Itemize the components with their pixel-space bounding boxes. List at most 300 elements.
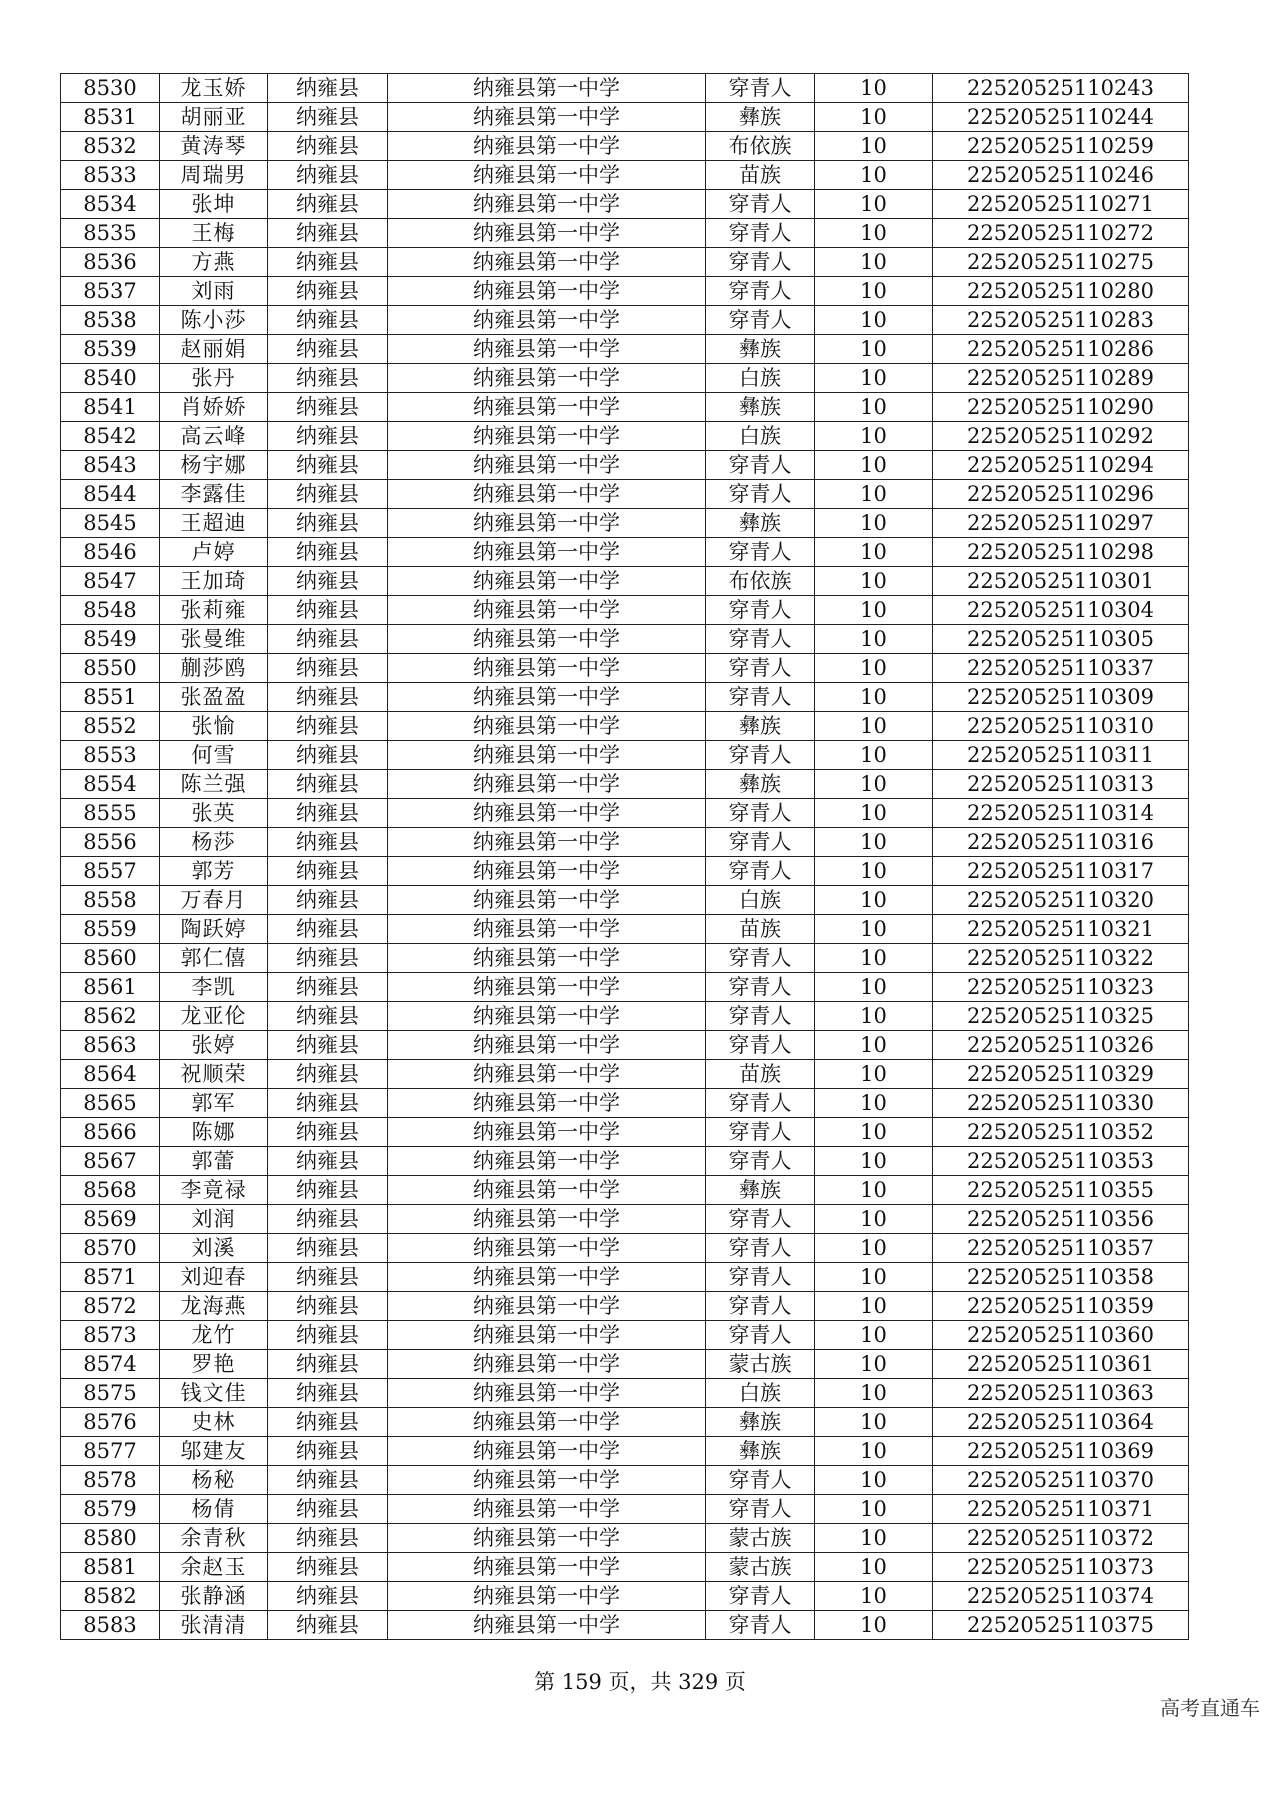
exam-id-cell: 22520525110271 [933, 190, 1189, 219]
exam-id-cell: 22520525110321 [933, 915, 1189, 944]
student-name-cell: 龙亚伦 [160, 1002, 268, 1031]
row-number-cell: 8547 [61, 567, 160, 596]
table-row [61, 1437, 1189, 1466]
grade-cell: 10 [815, 277, 933, 306]
ethnicity-cell: 穿青人 [706, 248, 815, 277]
exam-id-cell: 22520525110357 [933, 1234, 1189, 1263]
county-cell: 纳雍县 [268, 422, 388, 451]
grade-cell: 10 [815, 886, 933, 915]
row-number-cell: 8560 [61, 944, 160, 973]
exam-id-cell: 22520525110337 [933, 654, 1189, 683]
table-row [61, 886, 1189, 915]
grade-cell: 10 [815, 1089, 933, 1118]
grade-cell: 10 [815, 1205, 933, 1234]
table-row [61, 915, 1189, 944]
student-name-cell: 史林 [160, 1408, 268, 1437]
student-name-cell: 龙竹 [160, 1321, 268, 1350]
grade-cell: 10 [815, 1582, 933, 1611]
row-number-cell: 8579 [61, 1495, 160, 1524]
student-name-cell: 蒯莎鸥 [160, 654, 268, 683]
school-cell: 纳雍县第一中学 [388, 1147, 706, 1176]
table-row [61, 683, 1189, 712]
county-cell: 纳雍县 [268, 567, 388, 596]
exam-id-cell: 22520525110301 [933, 567, 1189, 596]
grade-cell: 10 [815, 335, 933, 364]
ethnicity-cell: 白族 [706, 886, 815, 915]
student-name-cell: 陈兰强 [160, 770, 268, 799]
grade-cell: 10 [815, 509, 933, 538]
student-name-cell: 张曼维 [160, 625, 268, 654]
county-cell: 纳雍县 [268, 161, 388, 190]
student-name-cell: 陶跃婷 [160, 915, 268, 944]
grade-cell: 10 [815, 74, 933, 103]
grade-cell: 10 [815, 1524, 933, 1553]
exam-id-cell: 22520525110363 [933, 1379, 1189, 1408]
county-cell: 纳雍县 [268, 277, 388, 306]
row-number-cell: 8575 [61, 1379, 160, 1408]
table-row [61, 190, 1189, 219]
county-cell: 纳雍县 [268, 1437, 388, 1466]
county-cell: 纳雍县 [268, 799, 388, 828]
grade-cell: 10 [815, 480, 933, 509]
county-cell: 纳雍县 [268, 886, 388, 915]
school-cell: 纳雍县第一中学 [388, 944, 706, 973]
student-list-table [60, 73, 1189, 1640]
ethnicity-cell: 苗族 [706, 915, 815, 944]
school-cell: 纳雍县第一中学 [388, 219, 706, 248]
grade-cell: 10 [815, 828, 933, 857]
grade-cell: 10 [815, 132, 933, 161]
grade-cell: 10 [815, 1031, 933, 1060]
ethnicity-cell: 彝族 [706, 393, 815, 422]
student-name-cell: 黄涛琴 [160, 132, 268, 161]
row-number-cell: 8568 [61, 1176, 160, 1205]
student-name-cell: 方燕 [160, 248, 268, 277]
table-row [61, 1292, 1189, 1321]
grade-cell: 10 [815, 422, 933, 451]
ethnicity-cell: 穿青人 [706, 1582, 815, 1611]
row-number-cell: 8573 [61, 1321, 160, 1350]
table-row [61, 625, 1189, 654]
grade-cell: 10 [815, 1408, 933, 1437]
page-number: 第 159 页，共 329 页 [534, 1670, 746, 1694]
row-number-cell: 8558 [61, 886, 160, 915]
exam-id-cell: 22520525110259 [933, 132, 1189, 161]
table-row [61, 1205, 1189, 1234]
grade-cell: 10 [815, 944, 933, 973]
student-name-cell: 王加琦 [160, 567, 268, 596]
ethnicity-cell: 布依族 [706, 132, 815, 161]
table-row [61, 973, 1189, 1002]
row-number-cell: 8538 [61, 306, 160, 335]
row-number-cell: 8540 [61, 364, 160, 393]
grade-cell: 10 [815, 1553, 933, 1582]
grade-cell: 10 [815, 1002, 933, 1031]
student-name-cell: 胡丽亚 [160, 103, 268, 132]
county-cell: 纳雍县 [268, 1350, 388, 1379]
school-cell: 纳雍县第一中学 [388, 1176, 706, 1205]
exam-id-cell: 22520525110289 [933, 364, 1189, 393]
row-number-cell: 8562 [61, 1002, 160, 1031]
school-cell: 纳雍县第一中学 [388, 190, 706, 219]
table-row [61, 132, 1189, 161]
row-number-cell: 8555 [61, 799, 160, 828]
county-cell: 纳雍县 [268, 1611, 388, 1640]
school-cell: 纳雍县第一中学 [388, 1089, 706, 1118]
exam-id-cell: 22520525110364 [933, 1408, 1189, 1437]
grade-cell: 10 [815, 654, 933, 683]
table-row [61, 1408, 1189, 1437]
student-name-cell: 龙玉娇 [160, 74, 268, 103]
exam-id-cell: 22520525110322 [933, 944, 1189, 973]
exam-id-cell: 22520525110283 [933, 306, 1189, 335]
school-cell: 纳雍县第一中学 [388, 1292, 706, 1321]
student-name-cell: 杨宇娜 [160, 451, 268, 480]
table-row [61, 1118, 1189, 1147]
table-row [61, 1553, 1189, 1582]
exam-id-cell: 22520525110296 [933, 480, 1189, 509]
exam-id-cell: 22520525110373 [933, 1553, 1189, 1582]
student-name-cell: 郭芳 [160, 857, 268, 886]
student-name-cell: 龙海燕 [160, 1292, 268, 1321]
student-name-cell: 王梅 [160, 219, 268, 248]
ethnicity-cell: 穿青人 [706, 857, 815, 886]
row-number-cell: 8533 [61, 161, 160, 190]
student-name-cell: 陈小莎 [160, 306, 268, 335]
grade-cell: 10 [815, 915, 933, 944]
row-number-cell: 8546 [61, 538, 160, 567]
student-name-cell: 刘溪 [160, 1234, 268, 1263]
row-number-cell: 8548 [61, 596, 160, 625]
county-cell: 纳雍县 [268, 103, 388, 132]
ethnicity-cell: 穿青人 [706, 1031, 815, 1060]
school-cell: 纳雍县第一中学 [388, 915, 706, 944]
school-cell: 纳雍县第一中学 [388, 712, 706, 741]
county-cell: 纳雍县 [268, 364, 388, 393]
ethnicity-cell: 彝族 [706, 335, 815, 364]
ethnicity-cell: 蒙古族 [706, 1524, 815, 1553]
school-cell: 纳雍县第一中学 [388, 74, 706, 103]
school-cell: 纳雍县第一中学 [388, 1408, 706, 1437]
row-number-cell: 8554 [61, 770, 160, 799]
grade-cell: 10 [815, 1060, 933, 1089]
school-cell: 纳雍县第一中学 [388, 857, 706, 886]
school-cell: 纳雍县第一中学 [388, 364, 706, 393]
ethnicity-cell: 蒙古族 [706, 1553, 815, 1582]
student-name-cell: 钱文佳 [160, 1379, 268, 1408]
exam-id-cell: 22520525110374 [933, 1582, 1189, 1611]
exam-id-cell: 22520525110323 [933, 973, 1189, 1002]
student-name-cell: 赵丽娟 [160, 335, 268, 364]
exam-id-cell: 22520525110243 [933, 74, 1189, 103]
county-cell: 纳雍县 [268, 451, 388, 480]
exam-id-cell: 22520525110353 [933, 1147, 1189, 1176]
grade-cell: 10 [815, 1147, 933, 1176]
county-cell: 纳雍县 [268, 480, 388, 509]
table-row [61, 1350, 1189, 1379]
exam-id-cell: 22520525110305 [933, 625, 1189, 654]
student-name-cell: 余青秋 [160, 1524, 268, 1553]
row-number-cell: 8552 [61, 712, 160, 741]
row-number-cell: 8530 [61, 74, 160, 103]
table-row [61, 654, 1189, 683]
exam-id-cell: 22520525110313 [933, 770, 1189, 799]
row-number-cell: 8572 [61, 1292, 160, 1321]
exam-id-cell: 22520525110314 [933, 799, 1189, 828]
school-cell: 纳雍县第一中学 [388, 1234, 706, 1263]
row-number-cell: 8580 [61, 1524, 160, 1553]
student-name-cell: 郭蕾 [160, 1147, 268, 1176]
ethnicity-cell: 穿青人 [706, 741, 815, 770]
row-number-cell: 8566 [61, 1118, 160, 1147]
school-cell: 纳雍县第一中学 [388, 480, 706, 509]
row-number-cell: 8541 [61, 393, 160, 422]
grade-cell: 10 [815, 248, 933, 277]
grade-cell: 10 [815, 712, 933, 741]
school-cell: 纳雍县第一中学 [388, 277, 706, 306]
exam-id-cell: 22520525110330 [933, 1089, 1189, 1118]
school-cell: 纳雍县第一中学 [388, 1060, 706, 1089]
grade-cell: 10 [815, 103, 933, 132]
student-name-cell: 张静涵 [160, 1582, 268, 1611]
exam-id-cell: 22520525110310 [933, 712, 1189, 741]
row-number-cell: 8549 [61, 625, 160, 654]
student-name-cell: 张盈盈 [160, 683, 268, 712]
exam-id-cell: 22520525110272 [933, 219, 1189, 248]
ethnicity-cell: 穿青人 [706, 74, 815, 103]
table-row [61, 74, 1189, 103]
school-cell: 纳雍县第一中学 [388, 248, 706, 277]
grade-cell: 10 [815, 973, 933, 1002]
grade-cell: 10 [815, 1611, 933, 1640]
student-name-cell: 李竟禄 [160, 1176, 268, 1205]
student-name-cell: 罗艳 [160, 1350, 268, 1379]
county-cell: 纳雍县 [268, 770, 388, 799]
school-cell: 纳雍县第一中学 [388, 422, 706, 451]
student-name-cell: 邬建友 [160, 1437, 268, 1466]
county-cell: 纳雍县 [268, 1408, 388, 1437]
school-cell: 纳雍县第一中学 [388, 799, 706, 828]
county-cell: 纳雍县 [268, 828, 388, 857]
school-cell: 纳雍县第一中学 [388, 683, 706, 712]
county-cell: 纳雍县 [268, 944, 388, 973]
grade-cell: 10 [815, 625, 933, 654]
county-cell: 纳雍县 [268, 741, 388, 770]
school-cell: 纳雍县第一中学 [388, 306, 706, 335]
row-number-cell: 8532 [61, 132, 160, 161]
table-row [61, 1466, 1189, 1495]
county-cell: 纳雍县 [268, 596, 388, 625]
exam-id-cell: 22520525110356 [933, 1205, 1189, 1234]
ethnicity-cell: 彝族 [706, 1408, 815, 1437]
exam-id-cell: 22520525110280 [933, 277, 1189, 306]
row-number-cell: 8539 [61, 335, 160, 364]
grade-cell: 10 [815, 1466, 933, 1495]
grade-cell: 10 [815, 770, 933, 799]
row-number-cell: 8565 [61, 1089, 160, 1118]
county-cell: 纳雍县 [268, 393, 388, 422]
grade-cell: 10 [815, 190, 933, 219]
student-name-cell: 杨秘 [160, 1466, 268, 1495]
county-cell: 纳雍县 [268, 1176, 388, 1205]
row-number-cell: 8536 [61, 248, 160, 277]
grade-cell: 10 [815, 1350, 933, 1379]
table-row [61, 451, 1189, 480]
grade-cell: 10 [815, 306, 933, 335]
exam-id-cell: 22520525110304 [933, 596, 1189, 625]
student-name-cell: 张愉 [160, 712, 268, 741]
exam-id-cell: 22520525110311 [933, 741, 1189, 770]
county-cell: 纳雍县 [268, 1089, 388, 1118]
ethnicity-cell: 穿青人 [706, 596, 815, 625]
county-cell: 纳雍县 [268, 1060, 388, 1089]
ethnicity-cell: 穿青人 [706, 1292, 815, 1321]
row-number-cell: 8574 [61, 1350, 160, 1379]
row-number-cell: 8551 [61, 683, 160, 712]
ethnicity-cell: 穿青人 [706, 683, 815, 712]
county-cell: 纳雍县 [268, 1495, 388, 1524]
exam-id-cell: 22520525110372 [933, 1524, 1189, 1553]
row-number-cell: 8556 [61, 828, 160, 857]
student-name-cell: 肖娇娇 [160, 393, 268, 422]
county-cell: 纳雍县 [268, 1118, 388, 1147]
ethnicity-cell: 穿青人 [706, 1234, 815, 1263]
grade-cell: 10 [815, 596, 933, 625]
table-row [61, 1582, 1189, 1611]
ethnicity-cell: 穿青人 [706, 190, 815, 219]
school-cell: 纳雍县第一中学 [388, 1031, 706, 1060]
row-number-cell: 8561 [61, 973, 160, 1002]
school-cell: 纳雍县第一中学 [388, 1495, 706, 1524]
ethnicity-cell: 苗族 [706, 161, 815, 190]
ethnicity-cell: 穿青人 [706, 1495, 815, 1524]
table-row [61, 567, 1189, 596]
row-number-cell: 8581 [61, 1553, 160, 1582]
row-number-cell: 8542 [61, 422, 160, 451]
exam-id-cell: 22520525110370 [933, 1466, 1189, 1495]
ethnicity-cell: 穿青人 [706, 277, 815, 306]
ethnicity-cell: 苗族 [706, 1060, 815, 1089]
exam-id-cell: 22520525110294 [933, 451, 1189, 480]
table-row [61, 828, 1189, 857]
ethnicity-cell: 蒙古族 [706, 1350, 815, 1379]
row-number-cell: 8531 [61, 103, 160, 132]
table-row [61, 277, 1189, 306]
ethnicity-cell: 彝族 [706, 1437, 815, 1466]
ethnicity-cell: 穿青人 [706, 1466, 815, 1495]
ethnicity-cell: 彝族 [706, 1176, 815, 1205]
row-number-cell: 8545 [61, 509, 160, 538]
student-name-cell: 余赵玉 [160, 1553, 268, 1582]
row-number-cell: 8570 [61, 1234, 160, 1263]
ethnicity-cell: 彝族 [706, 509, 815, 538]
ethnicity-cell: 穿青人 [706, 828, 815, 857]
grade-cell: 10 [815, 857, 933, 886]
county-cell: 纳雍县 [268, 1321, 388, 1350]
exam-id-cell: 22520525110360 [933, 1321, 1189, 1350]
county-cell: 纳雍县 [268, 1582, 388, 1611]
school-cell: 纳雍县第一中学 [388, 1350, 706, 1379]
county-cell: 纳雍县 [268, 1002, 388, 1031]
ethnicity-cell: 穿青人 [706, 1321, 815, 1350]
county-cell: 纳雍县 [268, 1205, 388, 1234]
row-number-cell: 8582 [61, 1582, 160, 1611]
student-name-cell: 何雪 [160, 741, 268, 770]
school-cell: 纳雍县第一中学 [388, 103, 706, 132]
ethnicity-cell: 穿青人 [706, 219, 815, 248]
table-row [61, 422, 1189, 451]
exam-id-cell: 22520525110316 [933, 828, 1189, 857]
table-row [61, 248, 1189, 277]
table-row [61, 944, 1189, 973]
ethnicity-cell: 穿青人 [706, 944, 815, 973]
school-cell: 纳雍县第一中学 [388, 1205, 706, 1234]
county-cell: 纳雍县 [268, 1524, 388, 1553]
school-cell: 纳雍县第一中学 [388, 538, 706, 567]
student-name-cell: 周瑞男 [160, 161, 268, 190]
county-cell: 纳雍县 [268, 1031, 388, 1060]
row-number-cell: 8559 [61, 915, 160, 944]
table-body [61, 74, 1189, 1640]
exam-id-cell: 22520525110358 [933, 1263, 1189, 1292]
table-row [61, 596, 1189, 625]
table-row [61, 1495, 1189, 1524]
student-name-cell: 刘雨 [160, 277, 268, 306]
school-cell: 纳雍县第一中学 [388, 1437, 706, 1466]
grade-cell: 10 [815, 538, 933, 567]
grade-cell: 10 [815, 799, 933, 828]
ethnicity-cell: 彝族 [706, 770, 815, 799]
school-cell: 纳雍县第一中学 [388, 161, 706, 190]
exam-id-cell: 22520525110371 [933, 1495, 1189, 1524]
table-row [61, 335, 1189, 364]
school-cell: 纳雍县第一中学 [388, 335, 706, 364]
row-number-cell: 8553 [61, 741, 160, 770]
county-cell: 纳雍县 [268, 1292, 388, 1321]
school-cell: 纳雍县第一中学 [388, 973, 706, 1002]
table-row [61, 799, 1189, 828]
exam-id-cell: 22520525110298 [933, 538, 1189, 567]
ethnicity-cell: 布依族 [706, 567, 815, 596]
ethnicity-cell: 白族 [706, 364, 815, 393]
student-name-cell: 张丹 [160, 364, 268, 393]
school-cell: 纳雍县第一中学 [388, 1002, 706, 1031]
school-cell: 纳雍县第一中学 [388, 770, 706, 799]
table-row [61, 1263, 1189, 1292]
table-row [61, 1060, 1189, 1089]
grade-cell: 10 [815, 1437, 933, 1466]
school-cell: 纳雍县第一中学 [388, 828, 706, 857]
ethnicity-cell: 穿青人 [706, 1089, 815, 1118]
student-name-cell: 郭仁僖 [160, 944, 268, 973]
ethnicity-cell: 白族 [706, 1379, 815, 1408]
county-cell: 纳雍县 [268, 1553, 388, 1582]
exam-id-cell: 22520525110290 [933, 393, 1189, 422]
county-cell: 纳雍县 [268, 132, 388, 161]
ethnicity-cell: 彝族 [706, 712, 815, 741]
county-cell: 纳雍县 [268, 306, 388, 335]
student-name-cell: 杨莎 [160, 828, 268, 857]
table-row [61, 1321, 1189, 1350]
county-cell: 纳雍县 [268, 712, 388, 741]
county-cell: 纳雍县 [268, 219, 388, 248]
row-number-cell: 8534 [61, 190, 160, 219]
school-cell: 纳雍县第一中学 [388, 509, 706, 538]
student-name-cell: 李露佳 [160, 480, 268, 509]
ethnicity-cell: 白族 [706, 422, 815, 451]
table-row [61, 103, 1189, 132]
ethnicity-cell: 穿青人 [706, 306, 815, 335]
